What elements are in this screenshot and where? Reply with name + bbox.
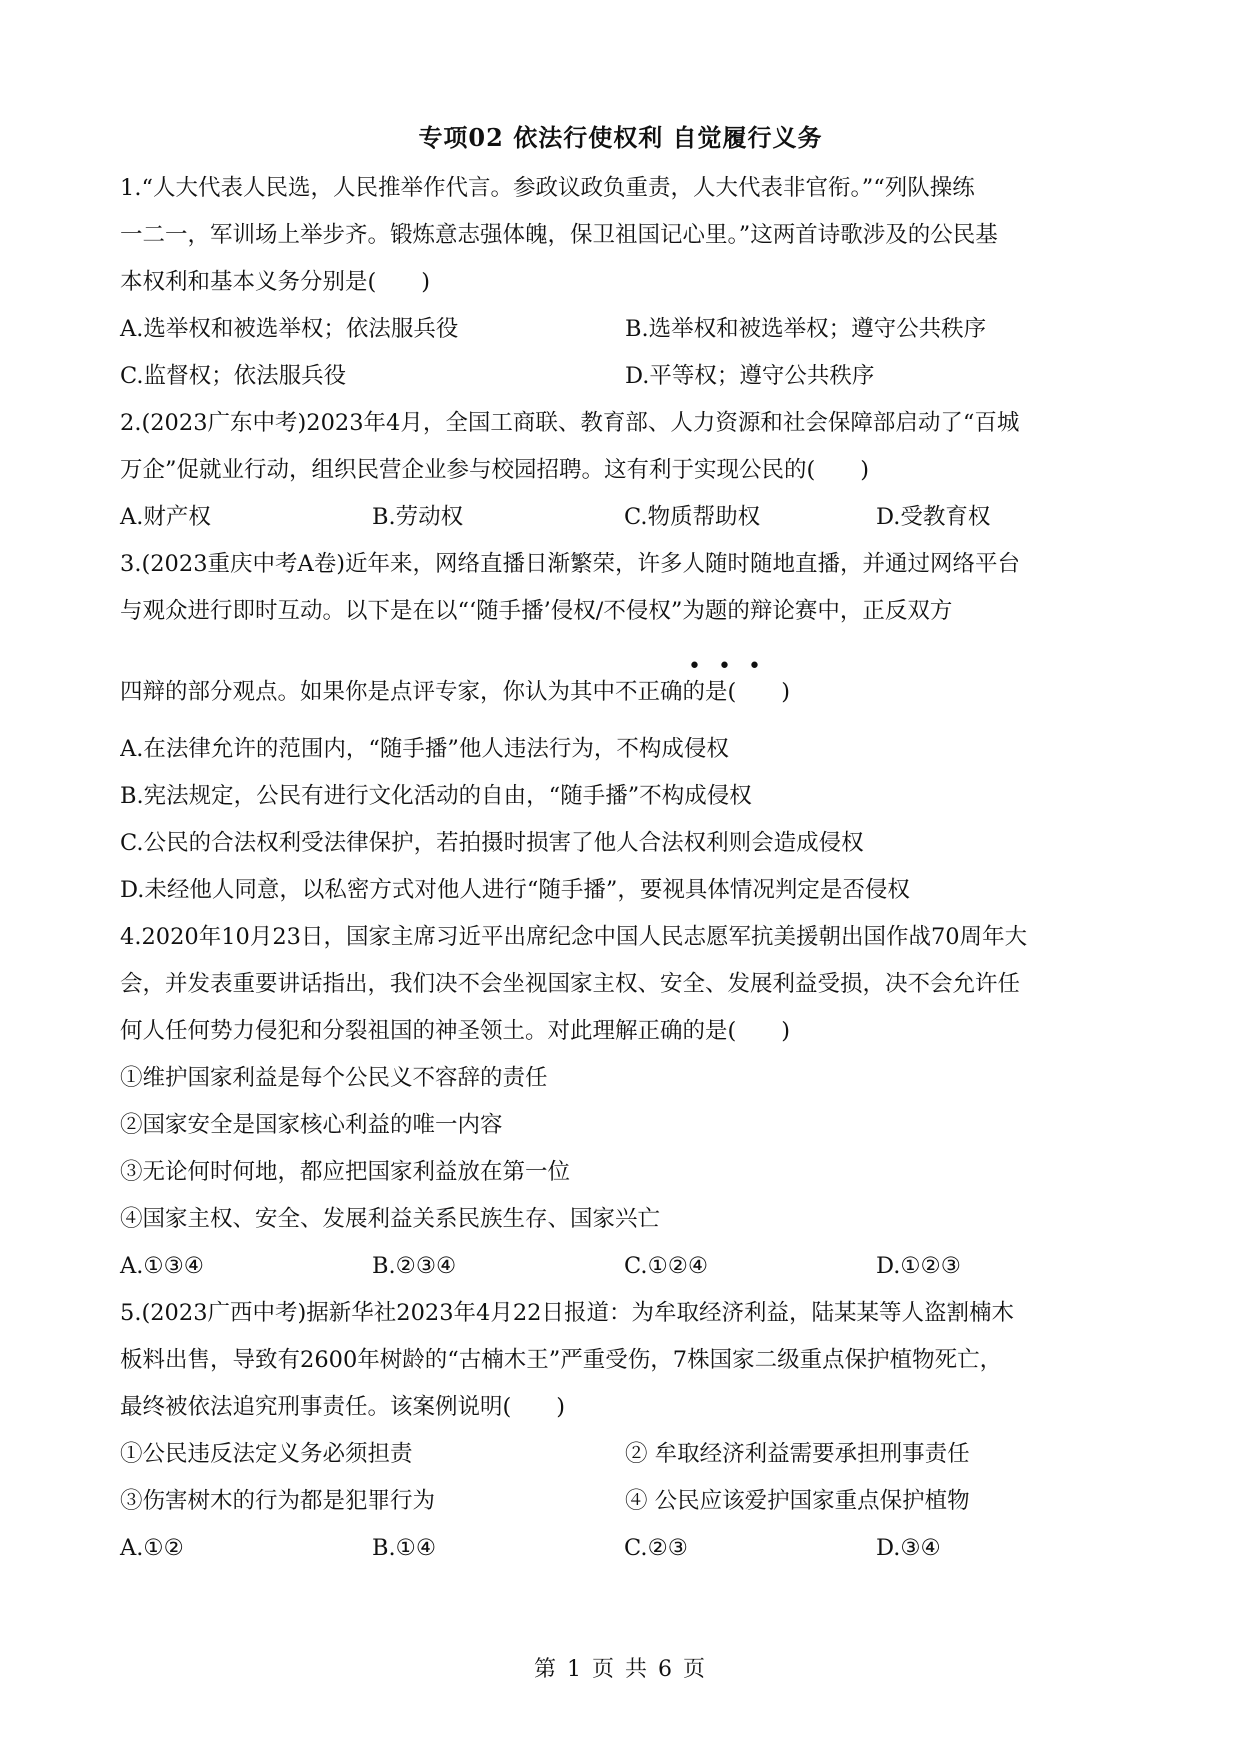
statement: ①公民违反法定义务必须担责	[120, 1441, 413, 1467]
options-row	[120, 353, 1130, 400]
option-c: C.监督权；依法服兵役	[120, 363, 347, 389]
option-b: B.②③④	[372, 1253, 457, 1279]
option-d: D.①②③	[876, 1253, 961, 1279]
question-list	[120, 165, 1130, 1572]
option-a: A.①②	[120, 1535, 184, 1561]
option-d: D.受教育权	[876, 504, 991, 530]
statement: ② 牟取经济利益需要承担刑事责任	[625, 1441, 970, 1467]
question-text-line: 5.(2023广西中考)据新华社2023年4月22日报道：为牟取经济利益，陆某某等人盗割楠木	[120, 1300, 1014, 1326]
question-text-line: ••• 四辩的部分观点。如果你是点评专家，你认为其中不正确的是( )	[120, 669, 1130, 716]
option-d: D.未经他人同意，以私密方式对他人进行“随手播”，要视具体情况判定是否侵权	[120, 877, 910, 903]
option-b: B.劳动权	[372, 504, 464, 530]
option-a: A.选举权和被选举权；依法服兵役	[120, 316, 459, 342]
statements-row	[120, 1478, 1130, 1525]
statements-row	[120, 1431, 1130, 1478]
question-text-line: 与观众进行即时互动。以下是在以“‘随手播’侵权/不侵权”为题的辩论赛中，正反双方	[120, 598, 953, 624]
option-a: A.财产权	[120, 504, 211, 530]
options-row	[120, 306, 1130, 353]
statement: ④国家主权、安全、发展利益关系民族生存、国家兴亡	[120, 1206, 661, 1232]
options-row	[120, 1525, 1130, 1572]
question-text-line: 1.“人大代表人民选，人民推举作代言。参政议政负重责，人大代表非官衔。”“列队操练	[120, 175, 975, 201]
emphasis-dots: •••	[688, 654, 778, 679]
question-text-line: 何人任何势力侵犯和分裂祖国的神圣领土。对此理解正确的是( )	[120, 1018, 791, 1044]
option-c: C.公民的合法权利受法律保护，若拍摄时损害了他人合法权利则会造成侵权	[120, 830, 864, 856]
question-text-line: 板料出售，导致有2600年树龄的“古楠木王”严重受伤，7株国家二级重点保护植物死亡，	[120, 1347, 1003, 1373]
statement: ②国家安全是国家核心利益的唯一内容	[120, 1112, 503, 1138]
option-b: B.宪法规定，公民有进行文化活动的自由，“随手播”不构成侵权	[120, 783, 752, 809]
question-2	[120, 400, 1130, 541]
question-text-line: 最终被依法追究刑事责任。该案例说明( )	[120, 1394, 566, 1420]
question-text-line: 万企”促就业行动，组织民营企业参与校园招聘。这有利于实现公民的( )	[120, 457, 870, 483]
question-3	[120, 541, 1130, 914]
question-text-line: 会，并发表重要讲话指出，我们决不会坐视国家主权、安全、发展利益受损，决不会允许任	[120, 971, 1021, 997]
statement: ①维护国家利益是每个公民义不容辞的责任	[120, 1065, 548, 1091]
question-text-line: 4.2020年10月23日，国家主席习近平出席纪念中国人民志愿军抗美援朝出国作战70周年大	[120, 924, 1028, 950]
option-c: C.物质帮助权	[624, 504, 761, 530]
option-b: B.①④	[372, 1535, 437, 1561]
option-d: D.平等权；遵守公共秩序	[625, 363, 875, 389]
options-row	[120, 494, 1130, 541]
question-4	[120, 914, 1130, 1290]
option-d: D.③④	[876, 1535, 941, 1561]
options-row	[120, 1243, 1130, 1290]
statement: ③伤害树木的行为都是犯罪行为	[120, 1488, 436, 1514]
option-c: C.①②④	[624, 1253, 709, 1279]
question-1	[120, 165, 1130, 400]
page-footer: 第 1 页 共 6 页	[534, 1657, 707, 1682]
statement: ④ 公民应该爱护国家重点保护植物	[625, 1488, 970, 1514]
question-text-line: 2.(2023广东中考)2023年4月，全国工商联、教育部、人力资源和社会保障部启动了“百城	[120, 410, 1020, 436]
question-text-line: 本权利和基本义务分别是( )	[120, 269, 431, 295]
question-5	[120, 1290, 1130, 1572]
option-b: B.选举权和被选举权；遵守公共秩序	[625, 316, 987, 342]
statement: ③无论何时何地，都应把国家利益放在第一位	[120, 1159, 571, 1185]
option-c: C.②③	[624, 1535, 688, 1561]
option-a: A.在法律允许的范围内，“随手播”他人违法行为，不构成侵权	[120, 736, 729, 762]
question-text-line: 一二一，军训场上举步齐。锻炼意志强体魄，保卫祖国记心里。”这两首诗歌涉及的公民基	[120, 222, 998, 248]
page-title: 专项02 依法行使权利 自觉履行义务	[418, 123, 823, 152]
question-text-line: 3.(2023重庆中考A卷)近年来，网络直播日渐繁荣，许多人随时随地直播，并通过网络平台	[120, 551, 1021, 577]
option-a: A.①③④	[120, 1253, 204, 1279]
